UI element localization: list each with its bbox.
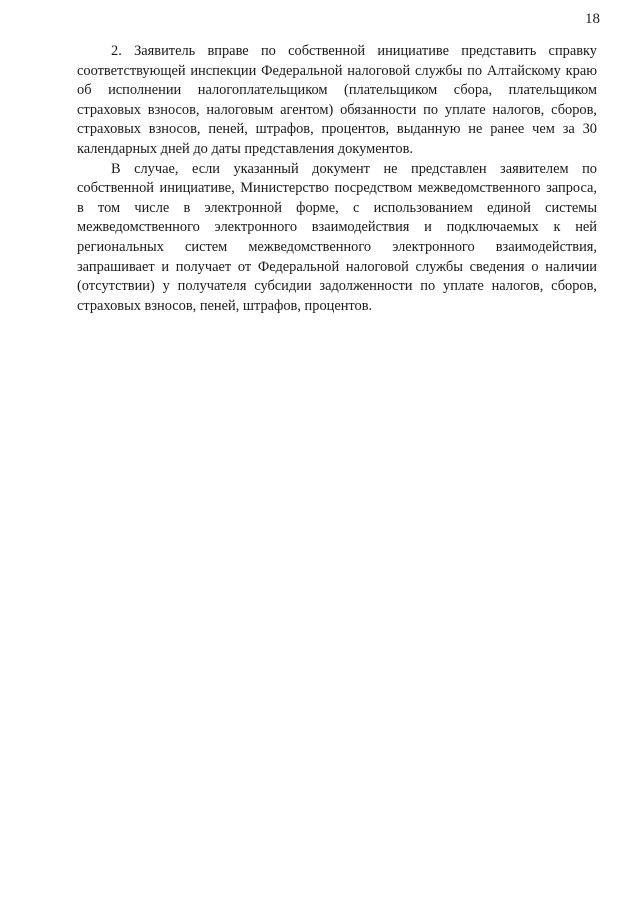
document-body [77,42,597,316]
page-number: 18 [585,11,600,27]
paragraph-ministry-request: В случае, если указанный документ не представлен заявителем по собственной инициативе, Министерство посредством межведомственного запроса, в том числе в электронной форме, с использованием единой системы межведомственного электронного взаимодействия и подключаемых к ней региональных систем межведомственного электронного взаимодействия, запрашивает и получает от Федеральной налоговой службы сведения о наличии (отсутствии) у получателя субсидии задолженности по уплате налогов, сборов, страховых взносов, пеней, штрафов, процентов. [77,160,597,314]
paragraph-applicant-right: 2. Заявитель вправе по собственной инициативе представить справку соответствующей инспекции Федеральной налоговой службы по Алтайскому краю об исполнении налогоплательщиком (плательщиком сбора, плательщиком страховых взносов, налоговым агентом) обязанности по уплате налогов, сборов, страховых взносов, пеней, штрафов, процентов, выданную не ранее чем за 30 календарных дней до даты представления документов. [77,43,597,157]
